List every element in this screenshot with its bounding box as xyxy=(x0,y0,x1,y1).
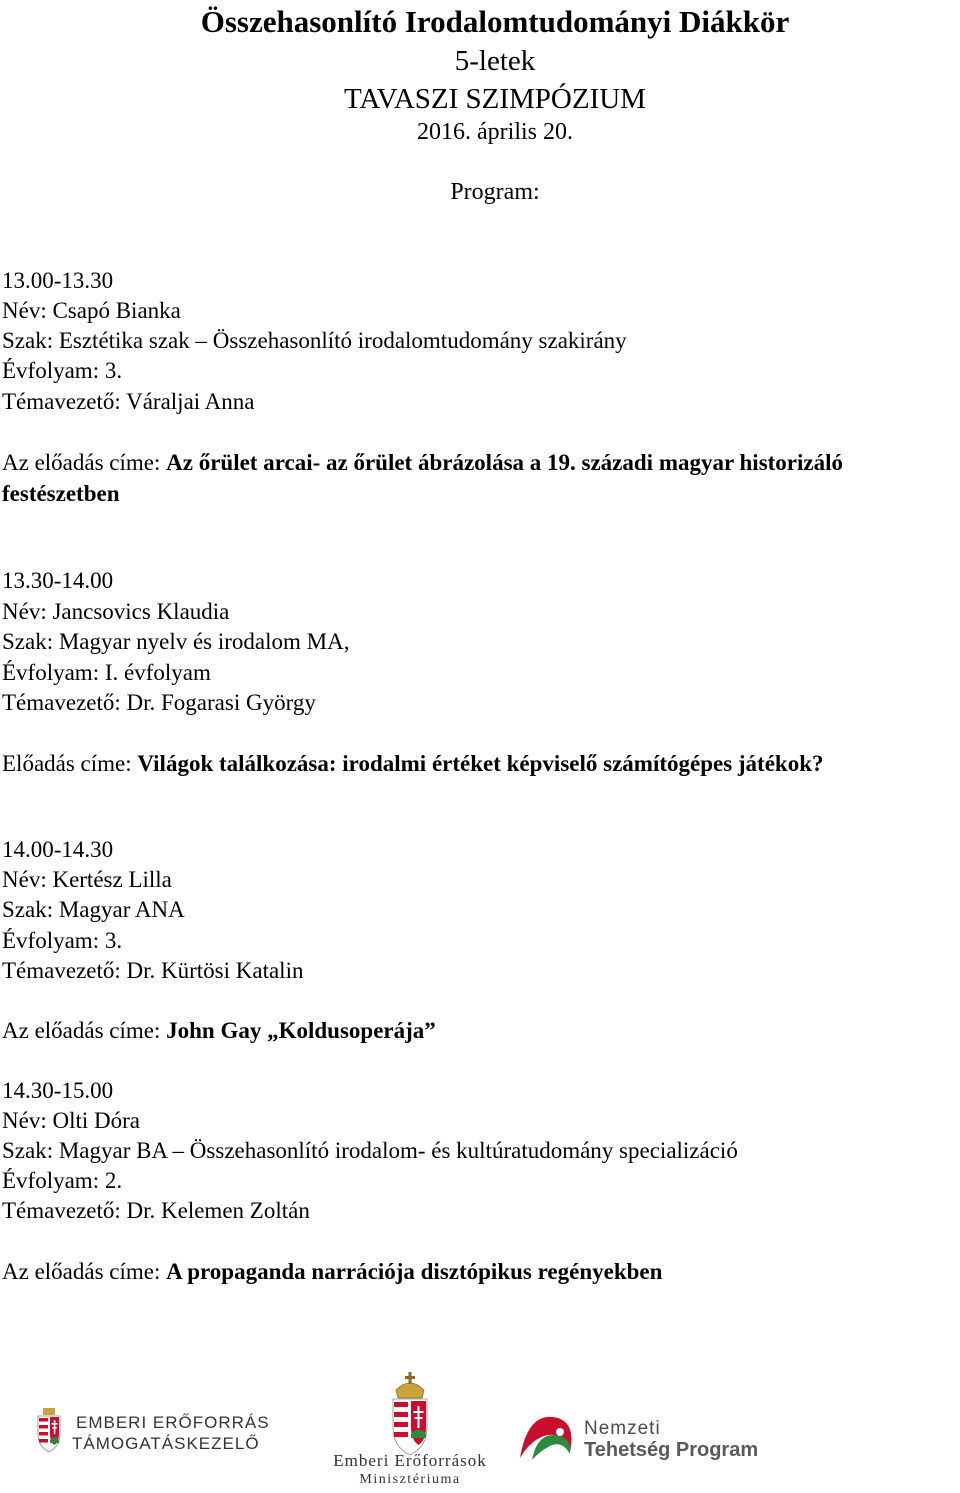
ntp-line1: Nemzeti xyxy=(584,1418,661,1439)
session-time: 13.00-13.30 xyxy=(2,268,114,293)
emet-logo xyxy=(38,1408,270,1453)
session-name: Név: Jancsovics Klaudia xyxy=(2,599,230,624)
session-supervisor: Témavezető: Váraljai Anna xyxy=(2,389,255,414)
sponsor-logos xyxy=(0,1370,960,1488)
talk-label: Előadás címe: xyxy=(2,751,138,776)
event-date: 2016. április 20. xyxy=(417,119,573,145)
session-talk-continued xyxy=(2,480,120,508)
session-talk xyxy=(2,449,843,477)
session-talk xyxy=(2,1258,662,1286)
page-title: Összehasonlító Irodalomtudományi Diákkör xyxy=(200,4,790,39)
session-year: Évfolyam: 3. xyxy=(2,928,123,953)
talk-title: John Gay „Koldusoperája” xyxy=(166,1018,436,1043)
ntp-logo xyxy=(520,1417,758,1461)
session-time: 13.30-14.00 xyxy=(2,568,114,593)
session-year: Évfolyam: I. évfolyam xyxy=(2,660,211,685)
session-major: Szak: Magyar BA – Összehasonlító irodalom- és kultúratudomány specializáció xyxy=(2,1138,738,1163)
ntp-line2: Tehetség Program xyxy=(584,1439,759,1461)
talk-title: Világok találkozása: irodalmi értéket képviselő számítógépes játékok? xyxy=(137,751,824,776)
hungarian-crowned-shield-icon xyxy=(393,1372,427,1455)
talk-label: Az előadás címe: xyxy=(2,1259,167,1284)
talk-title-continued: festészetben xyxy=(2,481,120,506)
session-name: Név: Kertész Lilla xyxy=(2,867,172,892)
session-major: Szak: Esztétika szak – Összehasonlító irodalomtudomány szakirány xyxy=(2,328,627,353)
ntp-swoosh-icon xyxy=(520,1417,572,1460)
program-label: Program: xyxy=(450,179,540,205)
session-name: Név: Csapó Bianka xyxy=(2,298,181,323)
ministry-logo xyxy=(333,1372,486,1487)
emet-line1: EMBERI ERŐFORRÁS xyxy=(76,1413,270,1432)
session-year: Évfolyam: 3. xyxy=(2,358,123,383)
talk-title: A propaganda narrációja disztópikus regényekben xyxy=(166,1259,663,1284)
session-name: Név: Olti Dóra xyxy=(2,1108,140,1133)
talk-label: Az előadás címe: xyxy=(2,1018,167,1043)
emet-line2: TÁMOGATÁSKEZELŐ xyxy=(72,1434,260,1453)
talk-label: Az előadás címe: xyxy=(2,450,167,475)
session-talk xyxy=(2,750,824,778)
ministry-line2: Minisztériuma xyxy=(359,1472,461,1487)
session-supervisor: Témavezető: Dr. Kelemen Zoltán xyxy=(2,1198,310,1223)
session-year: Évfolyam: 2. xyxy=(2,1168,123,1193)
session-time: 14.30-15.00 xyxy=(2,1078,114,1103)
event-name: TAVASZI SZIMPÓZIUM xyxy=(344,83,646,115)
session-major: Szak: Magyar nyelv és irodalom MA, xyxy=(2,629,350,654)
talk-title: Az őrület arcai- az őrület ábrázolása a 19. századi magyar historizáló xyxy=(166,450,844,475)
session-talk xyxy=(2,1017,436,1045)
session-major: Szak: Magyar ANA xyxy=(2,897,185,922)
session-time: 14.00-14.30 xyxy=(2,837,114,862)
page-subtitle: 5-letek xyxy=(454,45,536,77)
session-supervisor: Témavezető: Dr. Kürtösi Katalin xyxy=(2,958,304,983)
ministry-line1: Emberi Erőforrások xyxy=(333,1451,487,1470)
session-supervisor: Témavezető: Dr. Fogarasi György xyxy=(2,690,316,715)
hungarian-coat-of-arms-icon xyxy=(38,1408,60,1452)
